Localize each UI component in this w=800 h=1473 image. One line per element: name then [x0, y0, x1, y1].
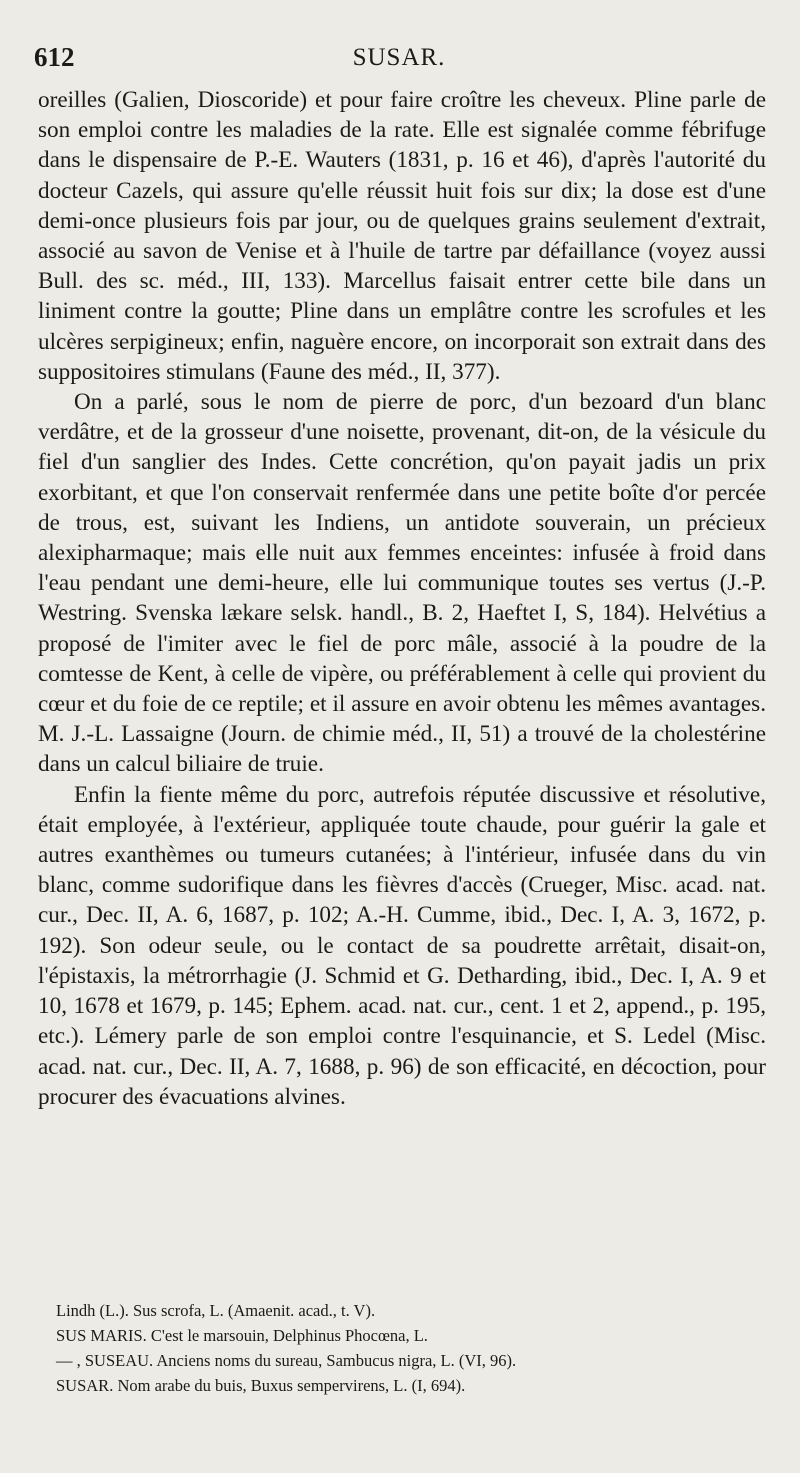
entry-sus-maris: SUS MARIS. C'est le marsouin, Delphinus Phocœna, L. — [56, 1326, 428, 1345]
entry-suseau: — , SUSEAU. Anciens noms du sureau, Sambucus nigra, L. (VI, 96). — [56, 1351, 517, 1370]
body-text — [38, 85, 766, 1112]
page-header — [34, 42, 764, 82]
paragraph-2: On a parlé, sous le nom de pierre de porc, d'un bezoard d'un blanc verdâtre, et de la grosseur d'une noisette, provenant, dit-on, de la vésicule du fiel d'un sanglier des Indes. Cette concrétion, qu'on payait jadis un prix exorbitant, et que l'on conservait renfermée dans une petite boîte d'or percée de trous, est, suivant les Indiens, un antidote souverain, un précieux alexipharmaque; mais elle nuit aux femmes enceintes: infusée à froid dans l'eau pendant une demi-heure, elle lui communique toutes ses vertus (J.-P. Westring. Svenska lækare selsk. handl., B. 2, Haeftet I, S, 184). Helvétius a proposé de l'imiter avec le fiel de porc mâle, associé à la poudre de la comtesse de Kent, à celle de vipère, ou préférablement à celle qui provient du cœur et du foie de ce reptile; et il assure en avoir obtenu les mêmes avantages. M. J.-L. Lassaigne (Journ. de chimie méd., II, 51) a trouvé de la cholestérine dans un calcul biliaire de truie. — [38, 389, 766, 778]
page-number: 612 — [34, 42, 75, 72]
paragraph-3: Enfin la fiente même du porc, autrefois réputée discussive et résolutive, était employée, à l'extérieur, appliquée toute chaude, pour guérir la gale et autres exanthèmes ou tumeurs cutanées; à l'intérieur, infusée dans du vin blanc, comme sudorifique dans les fièvres d'accès (Crueger, Misc. acad. nat. cur., Dec. II, A. 6, 1687, p. 102; A.-H. Cumme, ibid., Dec. I, A. 3, 1672, p. 192). Son odeur seule, ou le contact de sa poudrette arrêtait, disait-on, l'épistaxis, la métrorrhagie (J. Schmid et G. Detharding, ibid., Dec. I, A. 9 et 10, 1678 et 1679, p. 145; Ephem. acad. nat. cur., cent. 1 et 2, append., p. 195, etc.). Lémery parle de son emploi contre l'esquinancie, et S. Ledel (Misc. acad. nat. cur., Dec. II, A. 7, 1688, p. 96) de son efficacité, en décoction, pour procurer des évacuations alvines. — [38, 781, 766, 1110]
running-title: SUSAR. — [352, 44, 446, 71]
entry-susar: SUSAR. Nom arabe du buis, Buxus sempervirens, L. (I, 694). — [56, 1376, 466, 1395]
paragraph-1: oreilles (Galien, Dioscoride) et pour faire croître les cheveux. Pline parle de son emploi contre les maladies de la rate. Elle est signalée comme fébrifuge dans le dispensaire de P.-E. Wauters (1831, p. 16 et 46), d'après l'autorité du docteur Cazels, qui assure qu'elle réussit huit fois sur dix; la dose est d'une demi-once plusieurs fois par jour, ou de quelques grains seulement d'extrait, associé au savon de Venise et à l'huile de tartre par défaillance (voyez aussi Bull. des sc. méd., III, 133). Marcellus faisait entrer cette bile dans un liniment contre la goutte; Pline dans un emplâtre contre les scrofules et les ulcères serpigineux; enfin, naguère encore, on incorporait son extrait dans des suppositoires stimulans (Faune des méd., II, 377). — [38, 87, 766, 385]
entry-lindh: Lindh (L.). Sus scrofa, L. (Amaenit. acad., t. V). — [56, 1301, 376, 1320]
index-entries — [56, 1298, 756, 1398]
